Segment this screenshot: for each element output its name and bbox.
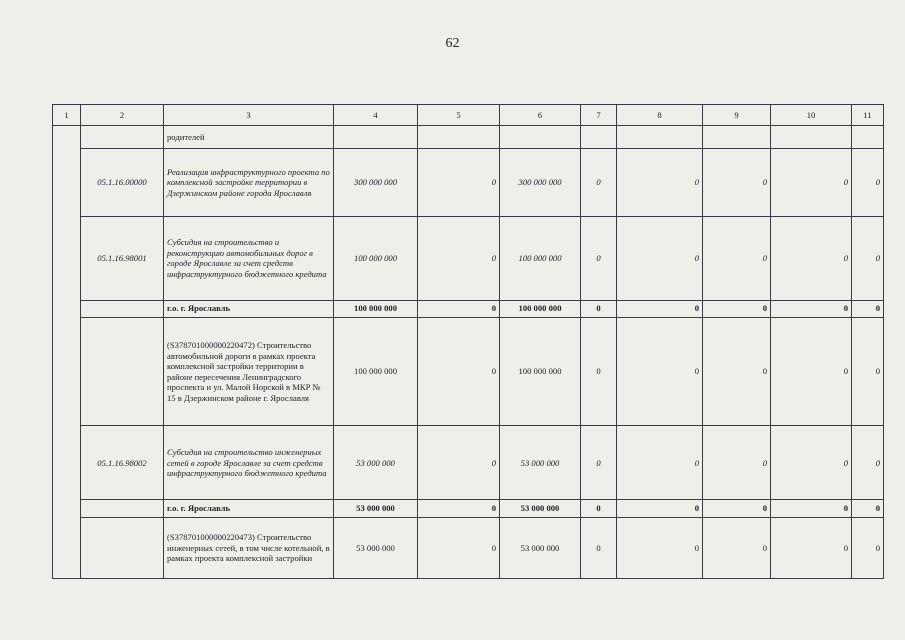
- value-cell: 0: [617, 300, 703, 317]
- value-cell: 0: [581, 216, 617, 300]
- table-row: [53, 216, 884, 300]
- value-cell: 0: [617, 216, 703, 300]
- value-cell: 0: [418, 300, 500, 317]
- value-cell: 53 000 000: [500, 500, 581, 517]
- value-cell: 0: [852, 317, 884, 426]
- header-cell: 7: [581, 105, 617, 126]
- value-cell: 0: [703, 149, 771, 217]
- value-cell: 0: [581, 149, 617, 217]
- value-cell: 0: [617, 500, 703, 517]
- name-cell: г.о. г. Ярославль: [164, 300, 334, 317]
- name-cell: Субсидия на строительство и реконструкцию автомобильных дорог в городе Ярославле за счет средств инфраструктурного бюджетного кредита: [164, 216, 334, 300]
- table-row: [53, 300, 884, 317]
- value-cell: 100 000 000: [500, 300, 581, 317]
- table-row: [53, 426, 884, 500]
- name-cell: Субсидия на строительство инженерных сетей в городе Ярославле за счет средств инфраструктурного бюджетного кредита: [164, 426, 334, 500]
- value-cell: [418, 126, 500, 149]
- value-cell: 0: [852, 149, 884, 217]
- name-cell: (S378701000000220473) Строительство инженерных сетей, в том числе котельной, в рамках проекта комплексной застройки: [164, 517, 334, 579]
- header-cell: 11: [852, 105, 884, 126]
- value-cell: 0: [852, 216, 884, 300]
- value-cell: 0: [703, 517, 771, 579]
- name-cell: родителей: [164, 126, 334, 149]
- value-cell: 0: [852, 517, 884, 579]
- name-cell: г.о. г. Ярославль: [164, 500, 334, 517]
- table-row: [53, 500, 884, 517]
- value-cell: 0: [771, 216, 852, 300]
- value-cell: [703, 126, 771, 149]
- header-cell: 1: [53, 105, 81, 126]
- header-cell: 6: [500, 105, 581, 126]
- page-number: 62: [445, 36, 460, 51]
- value-cell: 0: [581, 317, 617, 426]
- value-cell: 0: [771, 300, 852, 317]
- value-cell: 0: [617, 317, 703, 426]
- value-cell: 0: [852, 300, 884, 317]
- header-cell: 10: [771, 105, 852, 126]
- index-cell: [53, 126, 81, 579]
- table-row: [53, 517, 884, 579]
- code-cell: [81, 500, 164, 517]
- code-cell: [81, 126, 164, 149]
- value-cell: 0: [581, 517, 617, 579]
- value-cell: 0: [852, 426, 884, 500]
- value-cell: 53 000 000: [334, 426, 418, 500]
- value-cell: 0: [581, 300, 617, 317]
- budget-table: [52, 104, 884, 579]
- name-cell: (S378701000000220472) Строительство автомобильной дороги в рамках проекта комплексной застройки территории в районе пересечения Ленинградского проспекта и ул. Малой Норской в МКР № 15 в Дзержинском районе г. Ярославля: [164, 317, 334, 426]
- value-cell: [852, 126, 884, 149]
- value-cell: 0: [617, 149, 703, 217]
- value-cell: 300 000 000: [334, 149, 418, 217]
- code-cell: [81, 317, 164, 426]
- value-cell: 0: [703, 317, 771, 426]
- value-cell: 0: [617, 517, 703, 579]
- value-cell: 53 000 000: [500, 517, 581, 579]
- value-cell: [771, 126, 852, 149]
- value-cell: 0: [771, 149, 852, 217]
- header-cell: 5: [418, 105, 500, 126]
- value-cell: 100 000 000: [334, 300, 418, 317]
- value-cell: 100 000 000: [334, 216, 418, 300]
- value-cell: 0: [771, 517, 852, 579]
- value-cell: 100 000 000: [500, 216, 581, 300]
- header-cell: 4: [334, 105, 418, 126]
- code-cell: 05.1.16.98002: [81, 426, 164, 500]
- value-cell: 0: [581, 500, 617, 517]
- value-cell: 100 000 000: [500, 317, 581, 426]
- value-cell: [334, 126, 418, 149]
- value-cell: 0: [617, 426, 703, 500]
- code-cell: 05.1.16.00000: [81, 149, 164, 217]
- header-cell: 2: [81, 105, 164, 126]
- header-cell: 9: [703, 105, 771, 126]
- value-cell: 300 000 000: [500, 149, 581, 217]
- header-row: [53, 105, 884, 126]
- header-cell: 3: [164, 105, 334, 126]
- value-cell: 0: [703, 426, 771, 500]
- value-cell: 0: [703, 500, 771, 517]
- code-cell: 05.1.16.98001: [81, 216, 164, 300]
- value-cell: 0: [418, 517, 500, 579]
- table-row: [53, 149, 884, 217]
- value-cell: 100 000 000: [334, 317, 418, 426]
- value-cell: 53 000 000: [334, 517, 418, 579]
- value-cell: [617, 126, 703, 149]
- value-cell: 0: [581, 426, 617, 500]
- value-cell: 0: [418, 500, 500, 517]
- value-cell: 0: [418, 317, 500, 426]
- value-cell: 0: [418, 149, 500, 217]
- header-cell: 8: [617, 105, 703, 126]
- code-cell: [81, 517, 164, 579]
- table-row: [53, 126, 884, 149]
- value-cell: 0: [418, 426, 500, 500]
- value-cell: 0: [703, 300, 771, 317]
- value-cell: 53 000 000: [334, 500, 418, 517]
- name-cell: Реализация инфраструктурного проекта по комплексной застройке территории в Дзержинском районе города Ярославля: [164, 149, 334, 217]
- value-cell: 0: [418, 216, 500, 300]
- value-cell: 0: [771, 500, 852, 517]
- value-cell: 0: [852, 500, 884, 517]
- value-cell: [500, 126, 581, 149]
- code-cell: [81, 300, 164, 317]
- value-cell: 53 000 000: [500, 426, 581, 500]
- value-cell: 0: [703, 216, 771, 300]
- value-cell: 0: [771, 317, 852, 426]
- value-cell: [581, 126, 617, 149]
- value-cell: 0: [771, 426, 852, 500]
- table-row: [53, 317, 884, 426]
